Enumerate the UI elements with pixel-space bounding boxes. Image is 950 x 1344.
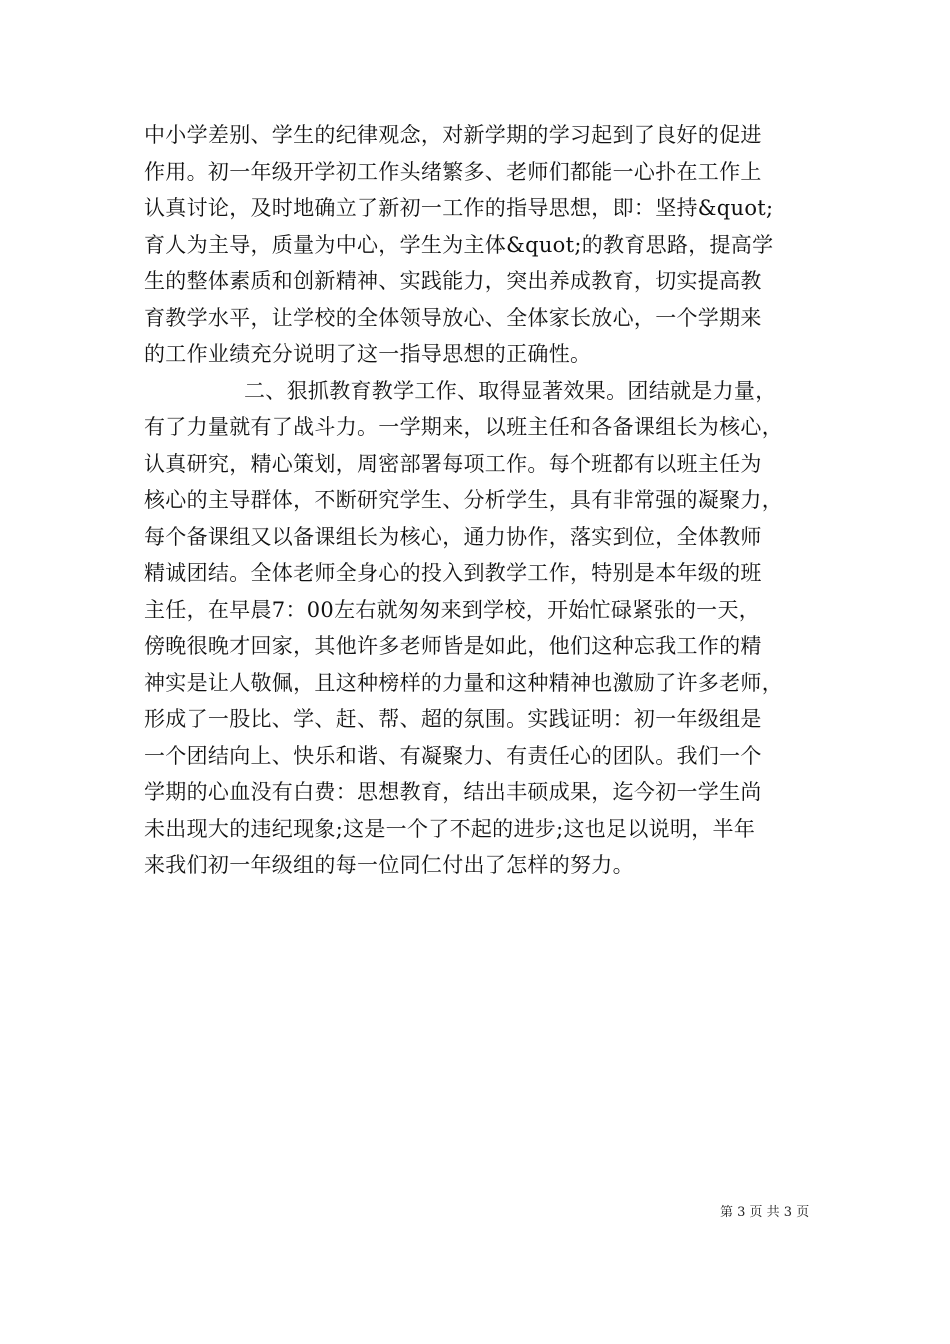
text-line: 每个备课组又以备课组长为核心，通力协作，落实到位，全体教师: [144, 524, 762, 549]
text-line: 精诚团结。全体老师全身心的投入到教学工作，特别是本年级的班: [144, 561, 762, 585]
text-line: 主任，在早晨7：00左右就匆匆来到学校，开始忙碌紧张的一天，: [144, 597, 761, 622]
page-number: 第 3 页 共 3 页: [720, 1205, 810, 1220]
text-line: 形成了一股比、学、赶、帮、超的氛围。实践证明：初一年级组是: [144, 707, 762, 731]
text-line: 一个团结向上、快乐和谐、有凝聚力、有责任心的团队。我们一个: [144, 743, 762, 768]
text-line: 认真研究，精心策划，周密部署每项工作。每个班都有以班主任为: [144, 451, 762, 476]
paragraph-1: [144, 117, 806, 373]
text-line: 二、狠抓教育教学工作、取得显著效果。团结就是力量，: [244, 378, 777, 403]
text-line: 神实是让人敬佩，且这种榜样的力量和这种精神也激励了许多老师，: [144, 670, 783, 695]
text-line: 未出现大的违纪现象;这是一个了不起的进步;这也足以说明，半年: [144, 816, 756, 841]
text-line: 认真讨论，及时地确立了新初一工作的指导思想，即：坚持&quot;: [144, 196, 774, 220]
text-line: 核心的主导群体，不断研究学生、分析学生，具有非常强的凝聚力，: [144, 488, 783, 512]
document-body: [144, 117, 806, 884]
text-line: 生的整体素质和创新精神、实践能力，突出养成教育，切实提高教: [144, 269, 762, 293]
text-line: 中小学差别、学生的纪律观念，对新学期的学习起到了良好的促进: [144, 123, 762, 147]
text-line: 育教学水平，让学校的全体领导放心、全体家长放心，一个学期来: [144, 305, 762, 330]
text-line: 育人为主导，质量为中心，学生为主体&quot;的教育思路，提高学: [144, 232, 774, 257]
text-line: 傍晚很晚才回家，其他许多老师皆是如此，他们这种忘我工作的精: [144, 634, 762, 658]
text-line: 有了力量就有了战斗力。一学期来，以班主任和各备课组长为核心，: [144, 415, 783, 439]
text-line: 来我们初一年级组的每一位同仁付出了怎样的努力。: [144, 853, 634, 877]
paragraph-2: [144, 373, 806, 884]
text-line: 的工作业绩充分说明了这一指导思想的正确性。: [144, 342, 592, 366]
text-line: 作用。初一年级开学初工作头绪繁多、老师们都能一心扑在工作上: [144, 159, 762, 184]
text-line: 学期的心血没有白费：思想教育，结出丰硕成果，迄今初一学生尚: [144, 780, 762, 804]
